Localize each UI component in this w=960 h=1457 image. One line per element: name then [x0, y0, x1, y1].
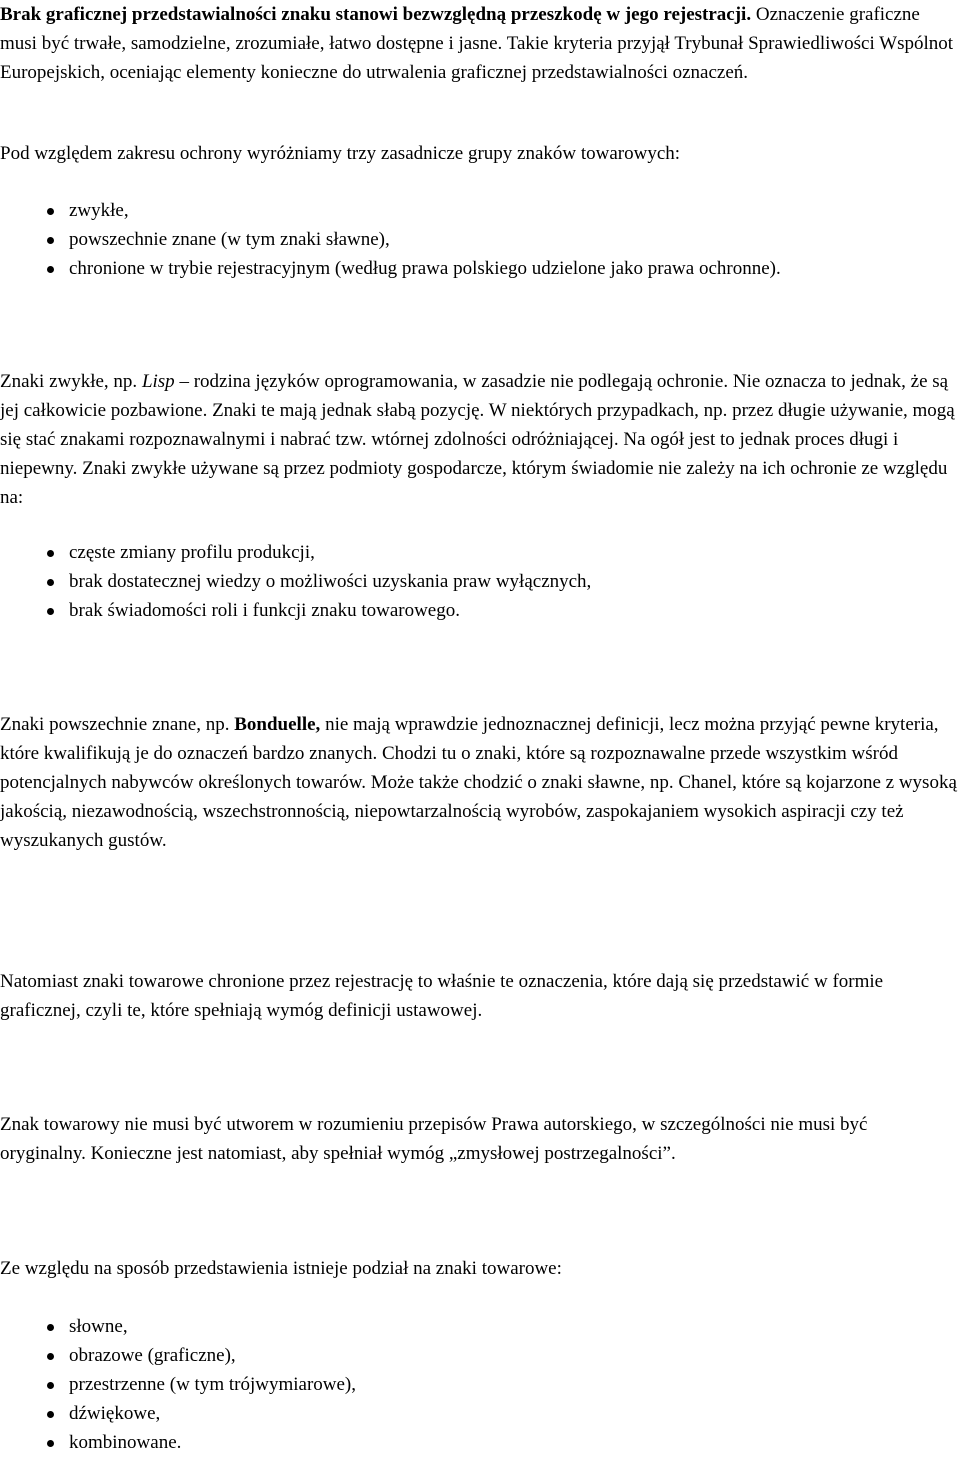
list-item: chronione w trybie rejestracyjnym (według prawa polskiego udzielone jako prawa ochronne). [69, 254, 958, 283]
intro-text: Oznaczenie graficzne musi być trwałe, samodzielne, zrozumiałe, łatwo dostępne i jasne. Takie kryteria przyjął Trybunał Sprawiedliwości Wspólnot Europejskich, oceniając elementy konieczne do utrwalenia graficznej przedstawialności oznaczeń. [0, 4, 954, 83]
ordinary-marks-paragraph [0, 367, 958, 512]
groups-text: Pod względem zakresu ochrony wyróżniamy trzy zasadnicze grupy znaków towarowych: [0, 143, 681, 164]
types-list [0, 1312, 958, 1457]
wellknown-text-b: nie mają wprawdzie jednoznacznej definicji, lecz można przyjąć pewne kryteria, które kwalifikują je do oznaczeń bardzo znanych. Chodzi tu o znaki, które są rozpoznawalne przede wszystkim wśród potencjalnych nabywców określonych towarów. Może także chodzić o znaki sławne, np. Chanel, które są kojarzone z wysoką jakością, niezawodnością, wszechstronnością, niepowtarzalnością wyrobów, zaspokajaniem wysokich aspiracji czy też wyszukanych gustów. [0, 714, 957, 851]
registered-text: Natomiast znaki towarowe chronione przez rejestrację to właśnie te oznaczenia, które dają się przedstawić w formie graficznej, czyli te, które spełniają wymóg definicji ustawowej. [0, 971, 884, 1021]
ordinary-text-b: – rodzina języków oprogramowania, w zasadzie nie podlegają ochronie. Nie oznacza to jednak, że są jej całkowicie pozbawione. Znaki te mają jednak słabą pozycję. W niektórych przypadkach, np. przez długie używanie, mogą się stać znakami rozpoznawalnymi i nabrać tzw. wtórnej zdolności odróżniającej. Na ogół jest to jednak proces długi i niepewny. Znaki zwykłe używane są przez podmioty gospodarcze, którym świadomie nie zależy na ich ochronie ze względu na: [0, 371, 955, 508]
intro-bold-sentence: Brak graficznej przedstawialności znaku stanowi bezwzględną przeszkodę w jego rejestracji. [0, 4, 752, 25]
list-item: przestrzenne (w tym trójwymiarowe), [69, 1370, 958, 1399]
groups-paragraph [0, 139, 958, 168]
list-item: dźwiękowe, [69, 1399, 958, 1428]
list-item: powszechnie znane (w tym znaki sławne), [69, 225, 958, 254]
list-item: obrazowe (graficzne), [69, 1341, 958, 1370]
ordinary-reasons-list [0, 538, 958, 625]
groups-list [0, 196, 958, 283]
ordinary-text-a: Znaki zwykłe, np. [0, 371, 142, 392]
copyright-paragraph [0, 1110, 958, 1168]
list-item: brak świadomości roli i funkcji znaku towarowego. [69, 596, 958, 625]
types-text: Ze względu na sposób przedstawienia istnieje podział na znaki towarowe: [0, 1258, 562, 1279]
wellknown-text-a: Znaki powszechnie znane, np. [0, 714, 235, 735]
list-item: słowne, [69, 1312, 958, 1341]
intro-paragraph [0, 0, 958, 87]
list-item: zwykłe, [69, 196, 958, 225]
copyright-text: Znak towarowy nie musi być utworem w rozumieniu przepisów Prawa autorskiego, w szczególności nie musi być oryginalny. Konieczne jest natomiast, aby spełniał wymóg „zmysłowej postrzegalności”. [0, 1114, 868, 1164]
list-item: kombinowane. [69, 1428, 958, 1457]
types-paragraph [0, 1254, 958, 1283]
list-item: częste zmiany profilu produkcji, [69, 538, 958, 567]
registered-marks-paragraph [0, 967, 958, 1025]
wellknown-marks-paragraph [0, 710, 958, 855]
ordinary-example: Lisp [141, 371, 175, 392]
list-item: brak dostatecznej wiedzy o możliwości uzyskania praw wyłącznych, [69, 567, 958, 596]
wellknown-example: Bonduelle, [234, 714, 321, 735]
